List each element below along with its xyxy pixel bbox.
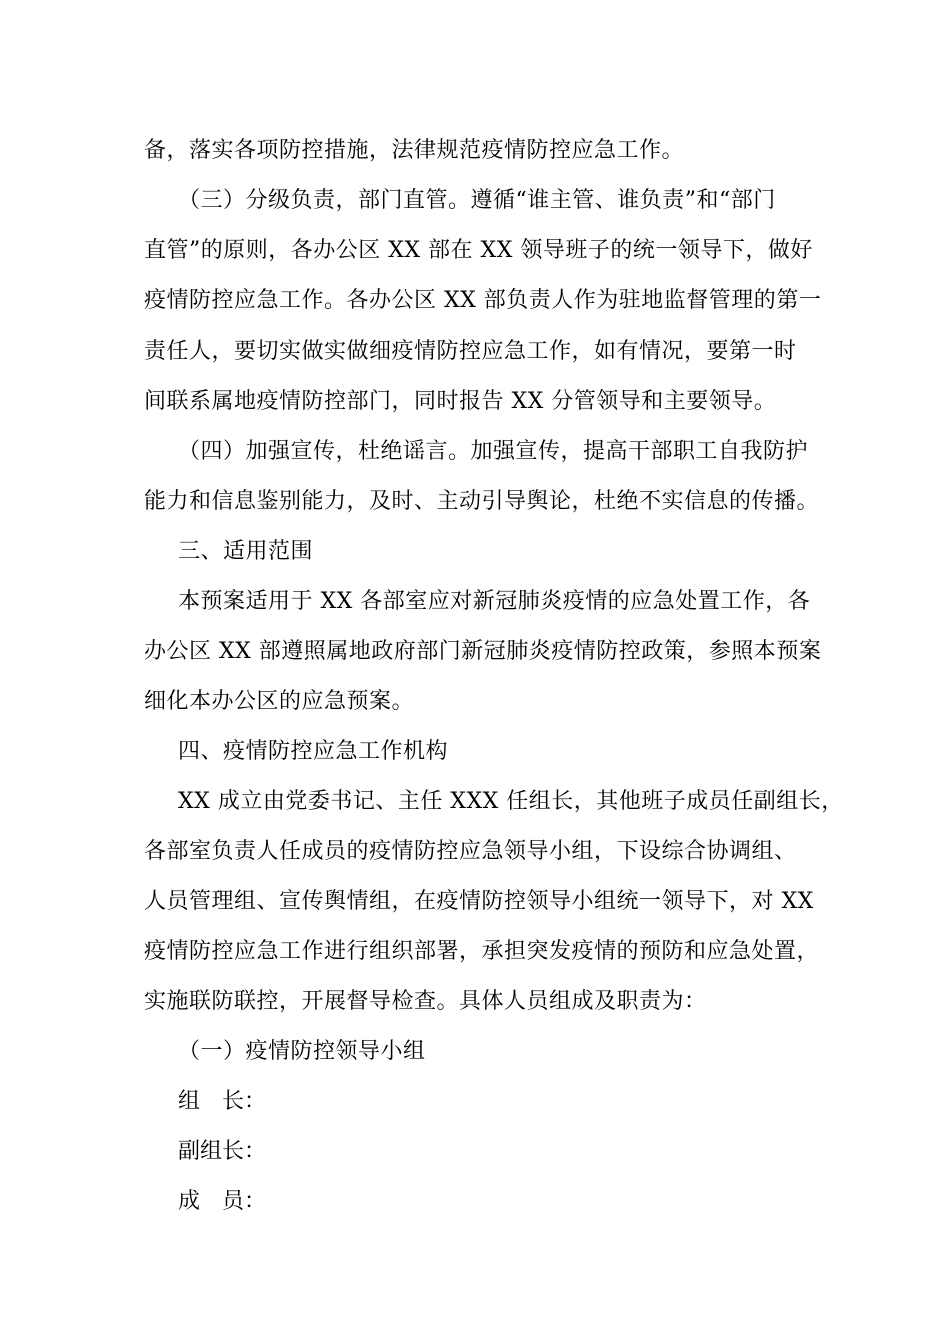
paragraph-line: （四）加强宣传，杜绝谣言。加强宣传，提高干部职工自我防护: [178, 439, 809, 464]
subsection-heading: （一）疫情防控领导小组: [178, 1039, 426, 1064]
paragraph-line: （三）分级负责，部门直管。遵循“谁主管、谁负责”和“部门: [178, 188, 776, 213]
paragraph-line: 间联系属地疫情防控部门，同时报告 XX 分管领导和主要领导。: [144, 389, 777, 414]
field-label-members: 成 员：: [178, 1189, 267, 1214]
paragraph-line: 本预案适用于 XX 各部室应对新冠肺炎疫情的应急处置工作，各: [178, 589, 811, 614]
section-heading: 四、疫情防控应急工作机构: [178, 739, 449, 764]
paragraph-line: 直管”的原则，各办公区 XX 部在 XX 领导班子的统一领导下，做好: [144, 238, 813, 263]
paragraph-line: 能力和信息鉴别能力，及时、主动引导舆论，杜绝不实信息的传播。: [144, 489, 820, 514]
paragraph-line: 责任人，要切实做实做细疫情防控应急工作，如有情况，要第一时: [144, 339, 797, 364]
paragraph-line: 办公区 XX 部遵照属地政府部门新冠肺炎疫情防控政策，参照本预案: [144, 639, 822, 664]
paragraph-line: 疫情防控应急工作。各办公区 XX 部负责人作为驻地监督管理的第一: [144, 288, 822, 313]
paragraph-line: 各部室负责人任成员的疫情防控应急领导小组，下设综合协调组、: [144, 839, 797, 864]
paragraph-line: 备，落实各项防控措施，法律规范疫情防控应急工作。: [144, 138, 685, 163]
paragraph-line: XX 成立由党委书记、主任 XXX 任组长，其他班子成员任副组长，: [178, 789, 844, 814]
field-label-deputy-leader: 副组长：: [178, 1139, 267, 1164]
paragraph-line: 人员管理组、宣传舆情组，在疫情防控领导小组统一领导下，对 XX: [144, 889, 814, 914]
paragraph-line: 细化本办公区的应急预案。: [144, 689, 415, 714]
paragraph-line: 实施联防联控，开展督导检查。具体人员组成及职责为：: [144, 989, 707, 1014]
field-label-leader: 组 长：: [178, 1089, 267, 1114]
paragraph-line: 疫情防控应急工作进行组织部署，承担突发疫情的预防和应急处置，: [144, 939, 820, 964]
section-heading: 三、适用范围: [178, 539, 314, 564]
